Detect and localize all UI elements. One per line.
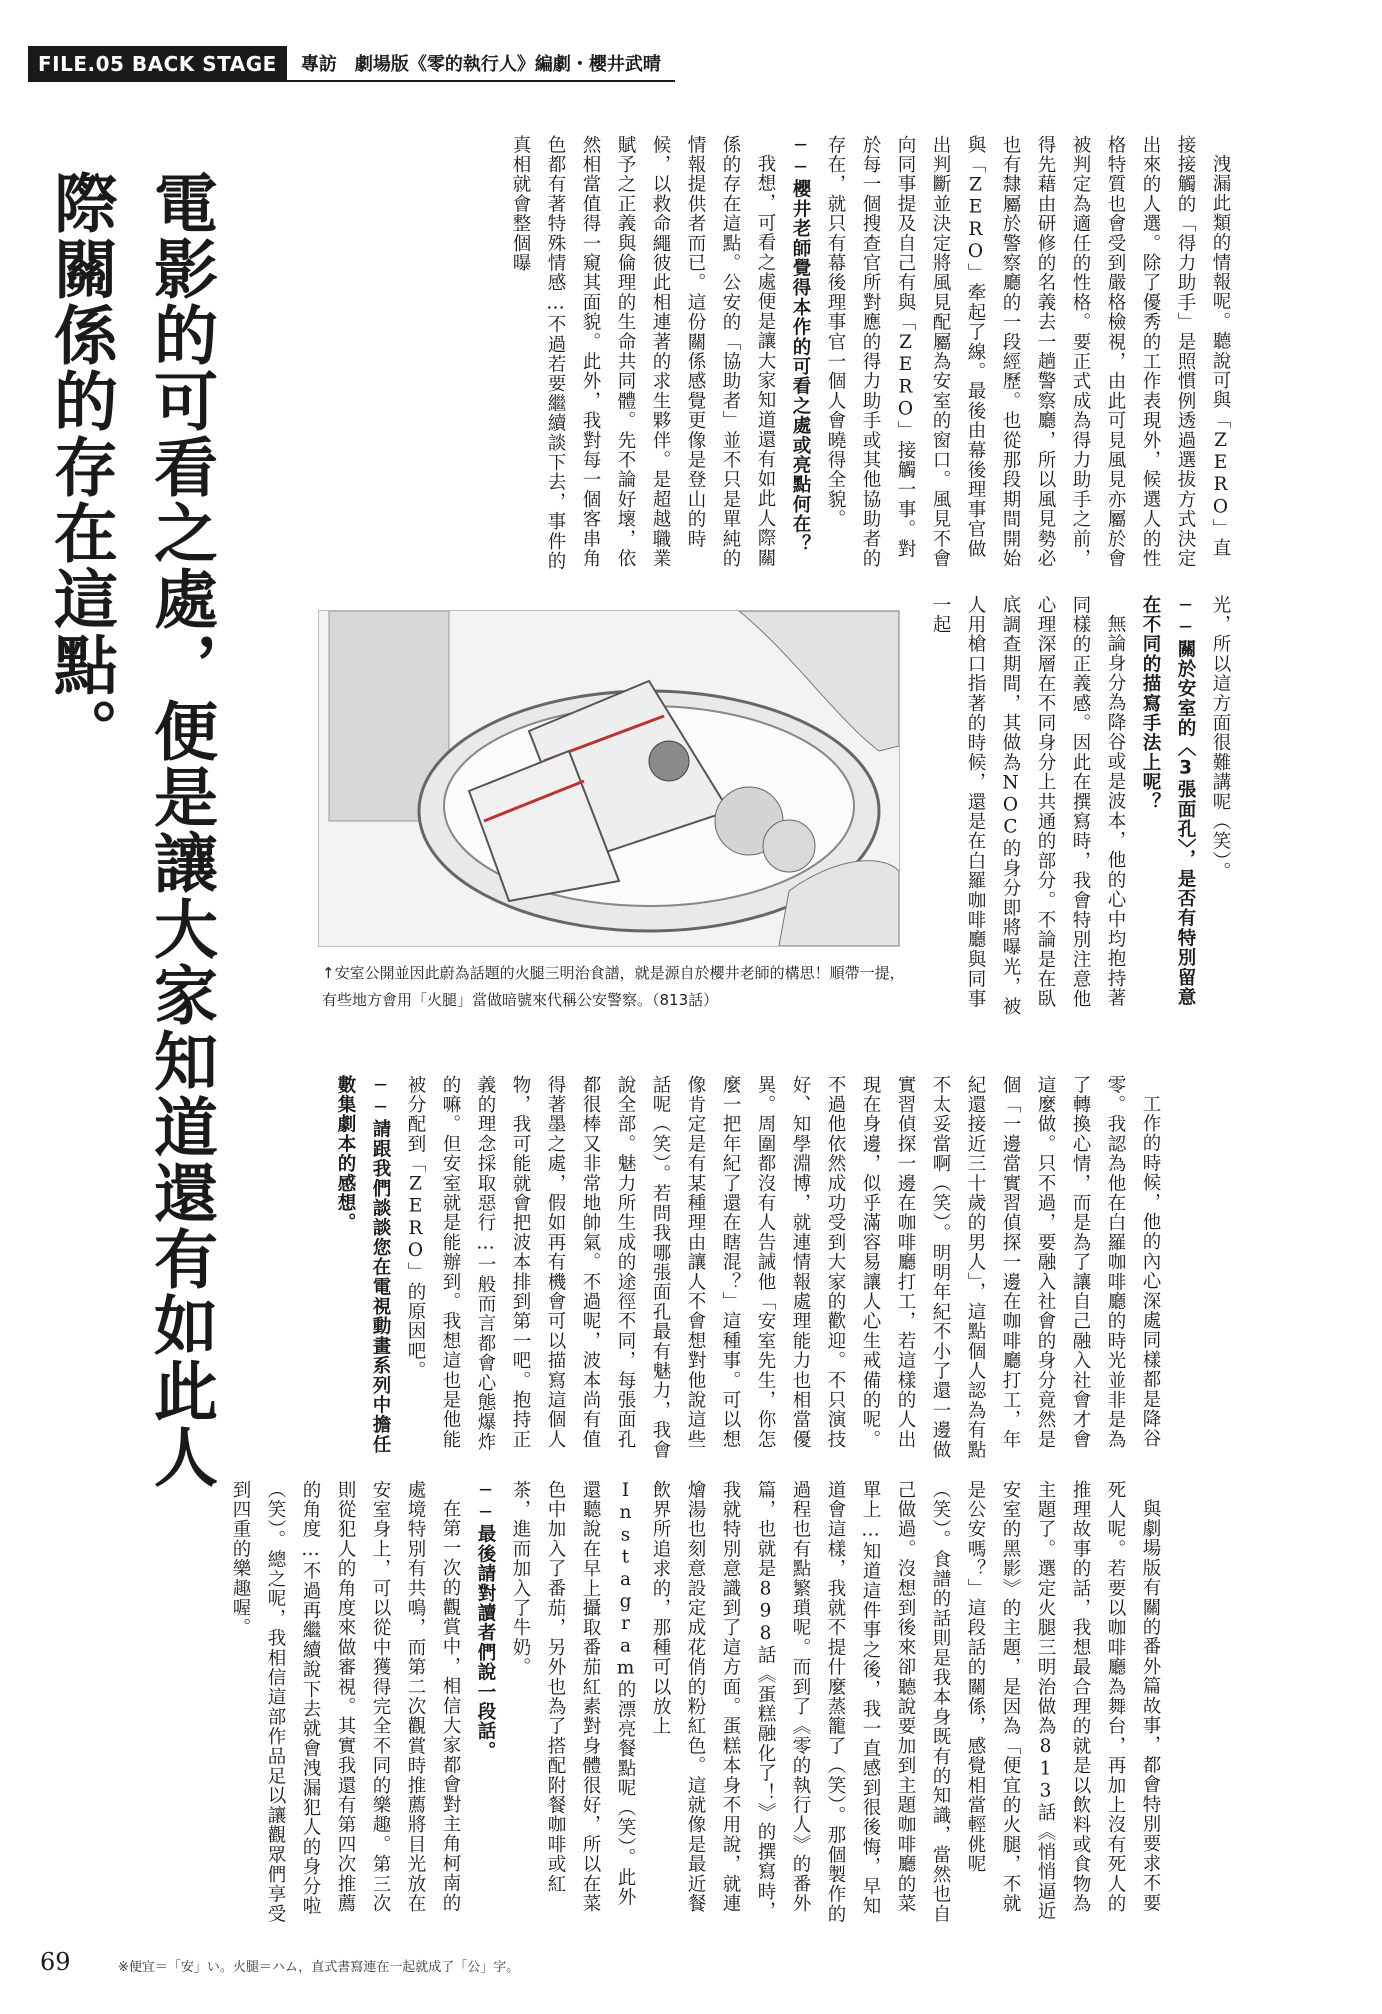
interview-question: ──關於安室的〈3張面孔〉，是否有特別留意在不同的描寫手法上呢？ (1140, 595, 1196, 1007)
paragraph: 與劇場版有關的番外篇故事，都會特別要求不要死人呢。若要以咖啡廳為舞台，再加上沒有死人的推理故事的話，我想最合理的就是以飲料或食物為主題了。選定火腿三明治做為813話《悄悄逼近安室的黑影》的主題，是因為「便宜的火腿，不就是公安嗎？」這段話的關係，感覺相當輕佻呢（笑）。食譜的話則是我本身既有的知識，當然也自己做過。沒想到後來卻聽說要加到主題咖啡廳的菜單上…知道這件事之後，我一直感到很後悔，早知道會這樣，我就不提什麼蒸籠了（笑）。那個製作的過程也有點繁瑣呢。而到了《零的執行人》的番外篇，也就是898話《蛋糕融化了！》的撰寫時，我就特別意識到了這方面。蛋糕本身不用說，就連燴湯也刻意設定成花俏的粉紅色。這就像是最近餐飲界所追求的，那種可以放上Instagram的漂亮餐點呢（笑）。此外還聽說在早上攝取番茄紅素對身體很好，所以在菜色中加入了番茄，另外也為了搭配附餐咖啡或紅茶，進而加入了牛奶。 (510, 1480, 1161, 1924)
column-upper-mid (920, 595, 1238, 1020)
anime-still-sandwich-plate (318, 610, 900, 947)
sandwich-illustration (319, 611, 899, 946)
article-title: 專訪 劇場版《零的執行人》編劇・櫻井武晴 (287, 46, 675, 82)
interview-question: ──最後請對讀者們說一段話。 (475, 1480, 496, 1761)
column-lower-left (110, 1480, 1168, 1925)
interview-question: ──請跟我們談談您在電視動畫系列中擔任數集劇本的感想。 (335, 1075, 391, 1455)
column-top-right (318, 135, 1238, 575)
paragraph: 光，所以這方面很難講呢（笑）。 (1210, 595, 1231, 882)
footnote: ※便宜＝「安」い。火腿＝ハム，直式書寫連在一起就成了「公」字。 (118, 1960, 520, 1975)
image-caption: ↑安室公開並因此蔚為話題的火腿三明治食譜，就是源自於櫻井老師的構思！順帶一提，有些地方會用「火腿」當做暗號來代稱公安警察。（813話） (322, 964, 905, 1009)
paragraph: 我想，可看之處便是讓大家知道還有如此人際關係的存在這點。公安的「協助者」並不只是單純的情報提供者而已。這份關係感覺更像是登山的時候，以救命繩彼此相連著的求生夥伴。是超越職業賦予之正義與倫理的生命共同體。先不論好壞，依然相當值得一窺其面貌。此外，我對每一個客串角色都有著特殊情感…不過若要繼續談下去，事件的真相就會整個曝 (510, 135, 776, 571)
page-number: 69 (40, 1948, 71, 1976)
column-lower-right (318, 1075, 1168, 1465)
page-header (28, 46, 675, 82)
paragraph: 洩漏此類的情報呢。聽說可與「ZERO」直接接觸的「得力助手」是照慣例透過選拔方式決定出來的人選。除了優秀的工作表現外，候選人的性格特質也會受到嚴格檢視，由此可見風見亦屬於會被判定為適任的性格。要正式成為得力助手之前，得先藉由研修的名義去一趟警察廳，所以風見勢必也有隸屬於警察廳的一段經歷。也從那段期間開始與「ZERO」牽起了線。最後由幕後理事官做出判斷並決定將風見配屬為安室的窗口。風見不會向同事提及自己有與「ZERO」接觸一事。對於每一個搜查官所對應的得力助手或其他協助者的存在，就只有幕後理事官一個人會曉得全貌。 (825, 135, 1231, 569)
paragraph: 無論身分為降谷或是波本，他的心中均抱持著同樣的正義感。因此在撰寫時，我會特別注意他心理深層在不同身分上共通的部分。不論是在臥底調查期間，其做為NOC的身分即將曝光，被人用槍口指著的時候，還是在白羅咖啡廳與同事一起 (930, 595, 1126, 1017)
paragraph: 在第一次的觀賞中，相信大家都會對主角柯南的處境特別有共鳴，而第二次觀賞時推薦將目光放在安室身上，可以從中獲得完全不同的樂趣。第三次則從犯人的角度來做審視。其實我還有第四次推薦的角度…不過再繼續說下去就會洩漏犯人的身分啦（笑）。總之呢，我相信這部作品足以讓觀眾們享受到四重的樂趣喔。 (230, 1480, 461, 1924)
pull-quote-headline: 電影的可看之處，便是讓大家知道還有如此人際關係的存在這點。 (43, 170, 218, 1490)
section-tag: FILE.05 BACK STAGE (28, 46, 287, 82)
interview-question: ──櫻井老師覺得本作的可看之處或亮點何在？ (790, 135, 811, 554)
paragraph: 工作的時候，他的內心深處同樣都是降谷零。我認為他在白羅咖啡廳的時光並非是為了轉換心情，而是為了讓自己融入社會才會這麼做。只不過，要融入社會的身分竟然是個「一邊當實習偵探一邊在咖啡廳打工，年紀還接近三十歲的男人」，這點個人認為有點不太妥當啊（笑）。明明年紀不小了還一邊做實習偵探一邊在咖啡廳打工，若這樣的人出現在身邊，似乎滿容易讓人心生戒備的呢。不過他依然成功受到大家的歡迎。不只演技好、知學淵博，就連情報處理能力也相當優異。周圍都沒有人告誡他「安室先生，你怎麼一把年紀了還在瞎混？」這種事。可以想像肯定是有某種理由讓人不會想對他說這些話呢（笑）。若問我哪張面孔最有魅力，我會說全部。魅力所生成的途徑不同，每張面孔都很棒又非常地帥氣。不過呢，波本尚有值得著墨之處，假如再有機會可以描寫這個人物，我可能就會把波本排到第一吧。抱持正義的理念採取惡行…一般而言都會心態爆炸的嘛。但安室就是能辦到。我想這也是他能被分配到「ZERO」的原因吧。 (405, 1075, 1161, 1460)
